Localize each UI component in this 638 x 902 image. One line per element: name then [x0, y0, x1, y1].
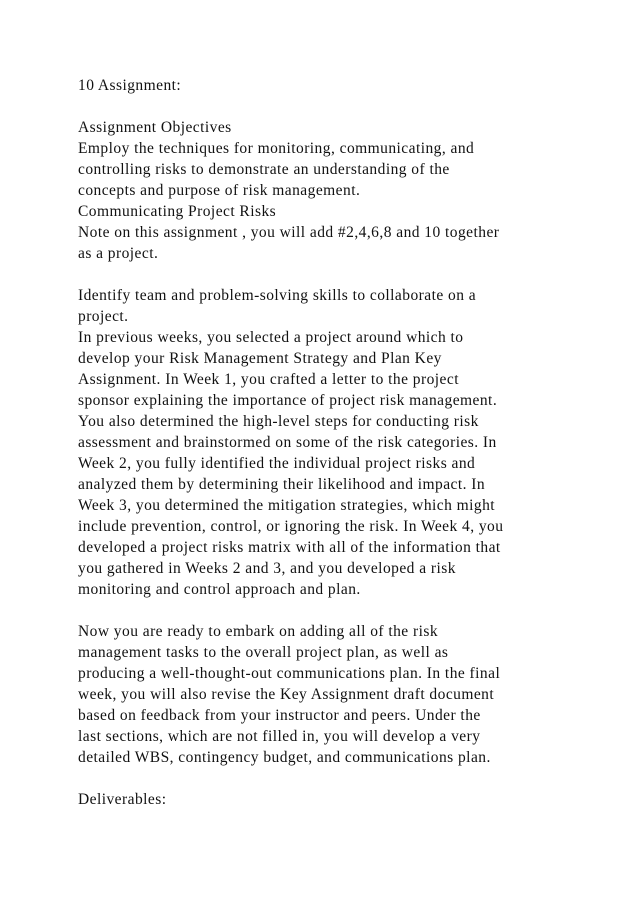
text-line: last sections, which are not filled in, you will develop a very [78, 728, 481, 745]
deliverables-title: Deliverables: [78, 791, 167, 808]
text-line: Note on this assignment , you will add #2,4,6,8 and 10 together [78, 224, 500, 241]
text-line: project. [78, 308, 129, 325]
text-line: Now you are ready to embark on adding all of the risk [78, 623, 439, 640]
text-line: You also determined the high-level steps for conducting risk [78, 413, 479, 430]
text-line: concepts and purpose of risk management. [78, 182, 361, 199]
text-line: as a project. [78, 245, 159, 262]
text-line: develop your Risk Management Strategy and Plan Key [78, 350, 442, 367]
previous-weeks-paragraph [78, 327, 578, 600]
text-line: Employ the techniques for monitoring, communicating, and [78, 140, 475, 157]
text-line: In previous weeks, you selected a project around which to [78, 329, 464, 346]
text-line: include prevention, control, or ignoring the risk. In Week 4, you [78, 518, 504, 535]
text-line: analyzed them by determining their likelihood and impact. In [78, 476, 486, 493]
text-line: Week 2, you fully identified the individual project risks and [78, 455, 476, 472]
text-line: Assignment. In Week 1, you crafted a letter to the project [78, 371, 459, 388]
spacer [78, 264, 578, 285]
text-line: you gathered in Weeks 2 and 3, and you developed a risk [78, 560, 456, 577]
text-line: assessment and brainstormed on some of the risk categories. In [78, 434, 497, 451]
identify-paragraph [78, 285, 578, 327]
text-line: Identify team and problem-solving skills to collaborate on a [78, 287, 477, 304]
spacer [78, 96, 578, 117]
text-line: sponsor explaining the importance of project risk management. [78, 392, 498, 409]
section-title: Communicating Project Risks [78, 203, 277, 220]
text-line: monitoring and control approach and plan. [78, 581, 361, 598]
assignment-heading: 10 Assignment: [78, 77, 182, 94]
note-paragraph [78, 222, 578, 264]
text-line: management tasks to the overall project plan, as well as [78, 644, 449, 661]
next-steps-paragraph [78, 621, 578, 768]
document-body [78, 75, 578, 810]
text-line: producing a well-thought-out communications plan. In the final [78, 665, 501, 682]
text-line: week, you will also revise the Key Assignment draft document [78, 686, 495, 703]
text-line: controlling risks to demonstrate an understanding of the [78, 161, 450, 178]
spacer [78, 600, 578, 621]
objectives-title: Assignment Objectives [78, 119, 232, 136]
text-line: Week 3, you determined the mitigation strategies, which might [78, 497, 496, 514]
text-line: developed a project risks matrix with all of the information that [78, 539, 501, 556]
text-line: based on feedback from your instructor and peers. Under the [78, 707, 481, 724]
objectives-paragraph [78, 138, 578, 201]
text-line: detailed WBS, contingency budget, and communications plan. [78, 749, 491, 766]
spacer [78, 768, 578, 789]
